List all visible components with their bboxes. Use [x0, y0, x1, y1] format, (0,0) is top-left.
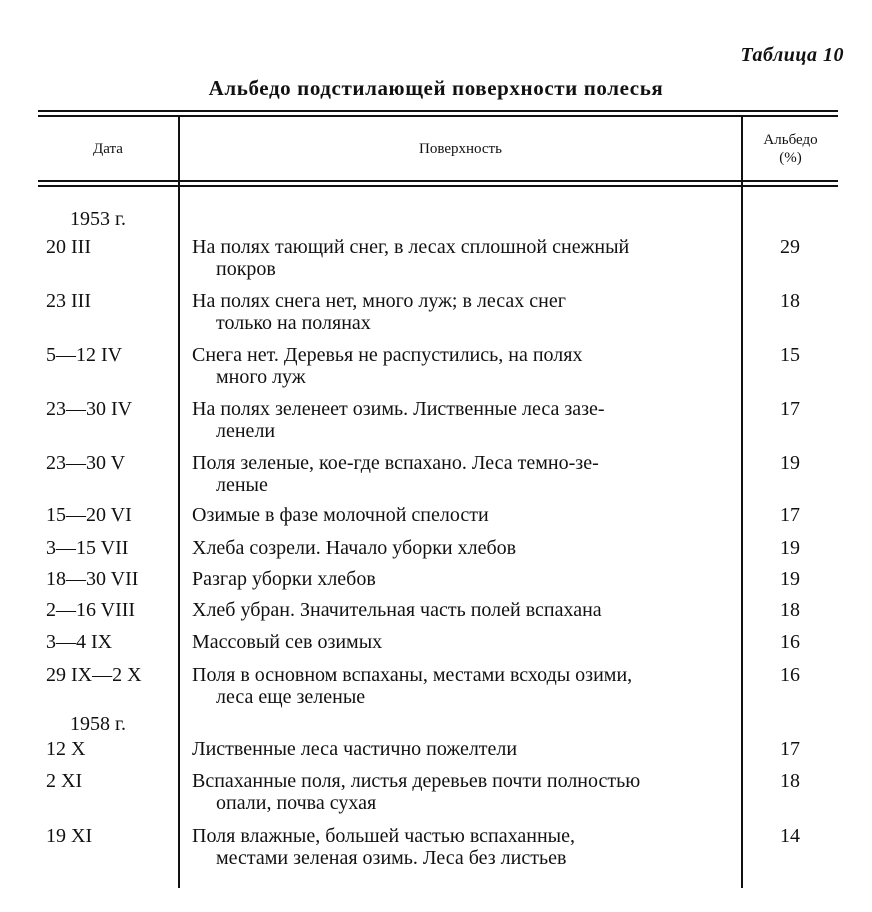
row-albedo: 18: [780, 290, 800, 312]
column-header-surface: [180, 118, 741, 180]
row-surface-line-1: Разгар уборки хлебов: [192, 568, 376, 590]
header-bottom-rule-2: [38, 185, 838, 187]
row-surface-line-1: Поля влажные, большей частью вспаханные,: [192, 825, 575, 847]
row-surface-line-1: На полях тающий снег, в лесах сплошной снежный: [192, 236, 630, 258]
row-date: 20 III: [46, 236, 91, 258]
row-date: 15—20 VI: [46, 504, 132, 526]
row-surface: [192, 504, 728, 526]
row-albedo: 16: [780, 664, 800, 686]
row-surface: [192, 664, 728, 708]
column-divider-albedo: [741, 117, 743, 888]
row-surface-line-1: Озимые в фазе молочной спелости: [192, 504, 489, 526]
row-surface: [192, 537, 728, 559]
row-date: 3—4 IX: [46, 631, 113, 653]
column-header-date-label: Дата: [93, 140, 123, 157]
row-date: 2 XI: [46, 770, 83, 792]
row-surface-line-1: Лиственные леса частично пожелтели: [192, 738, 518, 760]
table-title: Альбедо подстилающей поверхности полесья: [208, 76, 664, 100]
row-albedo: 19: [780, 537, 800, 559]
header-top-rule-2: [38, 115, 838, 117]
row-albedo: 16: [780, 631, 800, 653]
row-surface: [192, 398, 728, 442]
row-date: 3—15 VII: [46, 537, 129, 559]
row-date: 23—30 V: [46, 452, 126, 474]
row-date: 18—30 VII: [46, 568, 139, 590]
row-date: 19 XI: [46, 825, 93, 847]
row-surface: [192, 599, 728, 621]
row-surface-line-1: На полях зеленеет озимь. Лиственные леса зазе-: [192, 398, 605, 420]
column-header-albedo-label: Альбедо: [763, 132, 818, 148]
row-date: 29 IX—2 X: [46, 664, 142, 686]
row-surface: [192, 738, 728, 760]
row-surface-line-1: На полях снега нет, много луж; в лесах снег: [192, 290, 566, 312]
header-top-rule-1: [38, 110, 838, 112]
row-surface-line-2: только на полянах: [216, 312, 371, 334]
row-date: 23 III: [46, 290, 91, 312]
column-header-albedo: [743, 118, 838, 180]
row-albedo: 18: [780, 770, 800, 792]
row-albedo: 17: [780, 504, 800, 526]
row-surface-line-2: леса еще зеленые: [216, 686, 366, 708]
row-surface: [192, 825, 728, 869]
row-surface: [192, 290, 728, 334]
row-surface-line-1: Хлеба созрели. Начало уборки хлебов: [192, 537, 517, 559]
row-albedo: 14: [780, 825, 800, 847]
row-albedo: 15: [780, 344, 800, 366]
row-surface: [192, 631, 728, 653]
table-number: Таблица 10: [740, 44, 844, 66]
row-albedo: 17: [780, 398, 800, 420]
header-bottom-rule-1: [38, 180, 838, 182]
column-divider-date: [178, 117, 180, 888]
row-surface: [192, 568, 728, 590]
year-label: 1958 г.: [70, 713, 126, 735]
row-albedo: 29: [780, 236, 800, 258]
column-header-albedo-unit: (%): [779, 150, 802, 166]
row-surface-line-1: Вспаханные поля, листья деревьев почти полностью: [192, 770, 641, 792]
row-date: 12 X: [46, 738, 86, 760]
row-albedo: 18: [780, 599, 800, 621]
row-surface-line-2: местами зеленая озимь. Леса без листьев: [216, 847, 567, 869]
row-surface-line-1: Снега нет. Деревья не распустились, на полях: [192, 344, 583, 366]
row-surface-line-2: ленели: [216, 420, 276, 442]
row-albedo: 19: [780, 568, 800, 590]
row-albedo: 19: [780, 452, 800, 474]
row-surface-line-1: Массовый сев озимых: [192, 631, 383, 653]
column-header-date: [38, 118, 178, 180]
row-surface: [192, 236, 728, 280]
row-surface: [192, 452, 728, 496]
year-label: 1953 г.: [70, 208, 126, 230]
row-date: 2—16 VIII: [46, 599, 136, 621]
row-surface-line-2: покров: [216, 258, 276, 280]
column-header-surface-label: Поверхность: [419, 140, 502, 157]
row-surface-line-1: Хлеб убран. Значительная часть полей вспахана: [192, 599, 602, 621]
row-surface-line-2: много луж: [216, 366, 306, 388]
row-date: 23—30 IV: [46, 398, 133, 420]
row-albedo: 17: [780, 738, 800, 760]
row-surface-line-2: леные: [216, 474, 268, 496]
row-date: 5—12 IV: [46, 344, 123, 366]
row-surface-line-2: опали, почва сухая: [216, 792, 377, 814]
row-surface: [192, 344, 728, 388]
row-surface: [192, 770, 728, 814]
row-surface-line-1: Поля в основном вспаханы, местами всходы озими,: [192, 664, 633, 686]
row-surface-line-1: Поля зеленые, кое-где вспахано. Леса темно-зе-: [192, 452, 599, 474]
